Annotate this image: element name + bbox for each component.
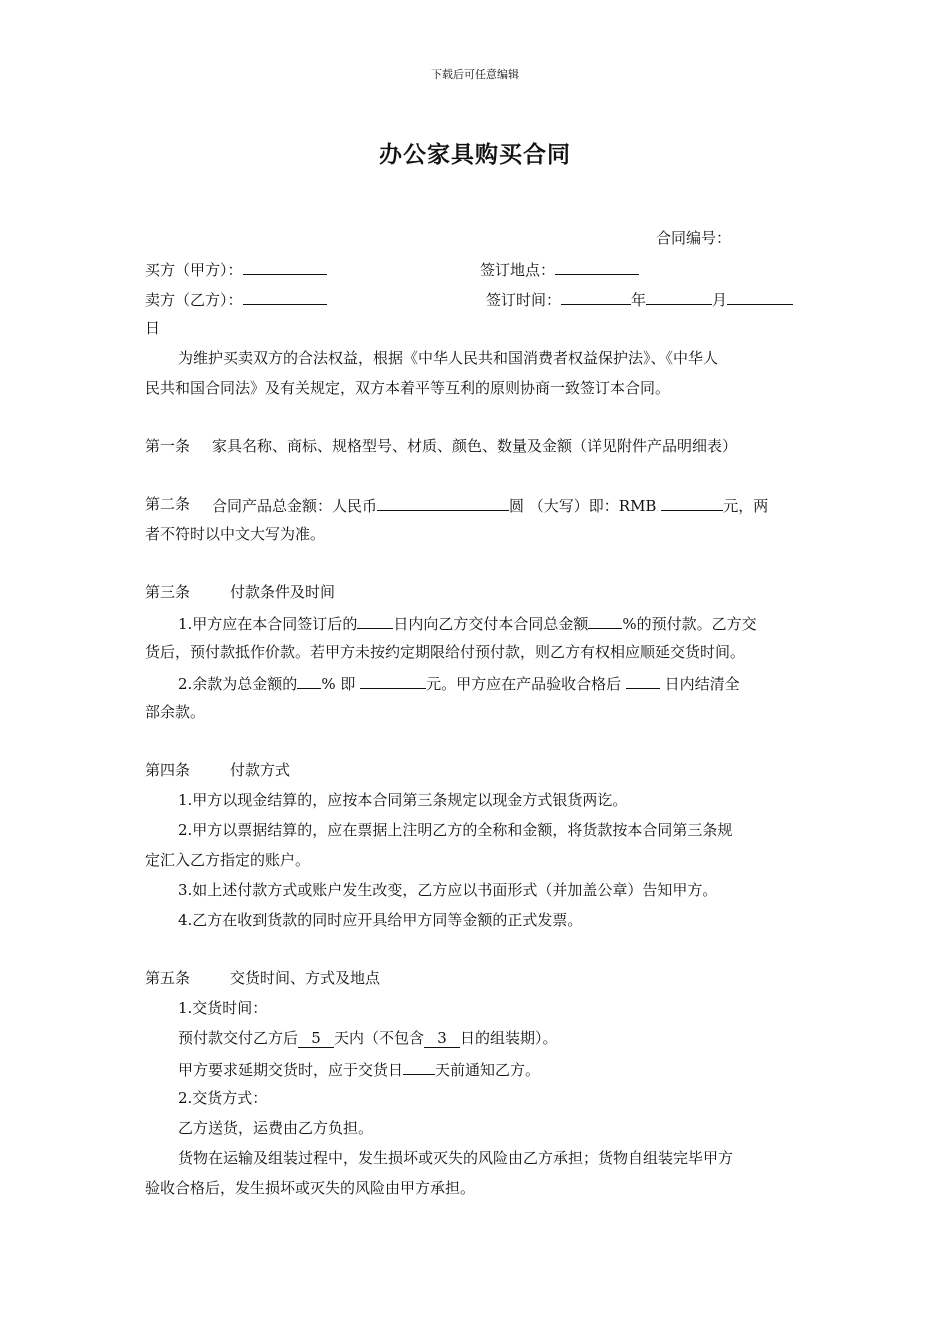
- buyer-line: [145, 258, 327, 280]
- seller-line: [145, 288, 327, 310]
- a5-d2-part-1: 甲方要求延期交货时，应于交货日: [178, 1061, 404, 1079]
- place-line: [480, 258, 639, 280]
- a3-i2-part-4: 日内结清全: [659, 675, 740, 693]
- a3-i1-part-2: 日内向乙方交付本合同总金额: [393, 615, 589, 633]
- a3-i2-part-2: % 即: [321, 675, 361, 693]
- a5-d1-part-3: 日的组装期）。: [460, 1029, 558, 1047]
- article-2-part-3: 元，两: [723, 497, 769, 515]
- article-1-label: 第一条: [145, 437, 191, 455]
- article-4-label: 第四条: [145, 761, 191, 779]
- delivery-method-text: 乙方送货，运费由乙方负担。: [178, 1119, 374, 1137]
- a3-i1-part-3: %的预付款。乙方交: [622, 615, 757, 633]
- notice-days-blank: [403, 1058, 435, 1075]
- balance-percent-blank: [297, 672, 321, 689]
- article-4-item-2-line-2: 定汇入乙方指定的账户。: [145, 851, 311, 869]
- article-5-label: 第五条: [145, 969, 191, 987]
- year-blank: [561, 288, 631, 305]
- article-2-part-1: 合同产品总金额：人民币: [212, 497, 378, 515]
- year-text: 年: [631, 291, 647, 309]
- seller-blank: [243, 288, 327, 305]
- article-2-label: 第二条: [145, 495, 191, 513]
- a5-d2-part-2: 天前通知乙方。: [435, 1061, 541, 1079]
- article-4-title: 付款方式: [230, 761, 291, 779]
- article-3-item-2-line-2: 部余款。: [145, 703, 206, 721]
- place-label: 签订地点：: [480, 261, 556, 279]
- a5-d1-part-2: 天内（不包含: [334, 1029, 425, 1047]
- article-1-text: 家具名称、商标、规格型号、材质、颜色、数量及金额（详见附件产品明细表）: [212, 437, 738, 455]
- article-3-item-1-line-2: 货后，预付款抵作价款。若甲方未按约定期限给付预付款，则乙方有权相应顺延交货时间。: [145, 643, 746, 661]
- a3-i2-part-3: 元。甲方应在产品验收合格后: [426, 675, 626, 693]
- article-2-part-2: 圆 （大写）即：RMB: [509, 497, 662, 515]
- time-label: 签订时间：: [486, 291, 562, 309]
- delivery-method-heading: 2.交货方式：: [178, 1089, 268, 1107]
- place-blank: [555, 258, 639, 275]
- page-title: 办公家具购买合同: [379, 142, 571, 168]
- header-note: 下载后可任意编辑: [431, 68, 519, 81]
- month-text: 月: [712, 291, 728, 309]
- article-2-line-1: [212, 494, 768, 516]
- a3-i2-part-1: 2.余款为总金额的: [178, 675, 298, 693]
- delivery-days-value: 5: [298, 1029, 334, 1048]
- a3-i1-part-1: 1.甲方应在本合同签订后的: [178, 615, 358, 633]
- month-blank: [646, 288, 712, 305]
- balance-days-blank: [626, 672, 660, 689]
- buyer-label: 买方（甲方）：: [145, 261, 243, 279]
- article-4-item-3: 3.如上述付款方式或账户发生改变，乙方应以书面形式（并加盖公章）告知甲方。: [178, 881, 718, 899]
- day-blank: [727, 288, 793, 305]
- balance-amount-blank: [360, 672, 426, 689]
- time-line: [486, 288, 793, 310]
- intro-line-1: 为维护买卖双方的合法权益，根据《中华人民共和国消费者权益保护法》、《中华人: [178, 349, 719, 367]
- article-2-line-2: 者不符时以中文大写为准。: [145, 525, 326, 543]
- seller-label: 卖方（乙方）：: [145, 291, 243, 309]
- article-4-item-4: 4.乙方在收到货款的同时应开具给甲方同等金额的正式发票。: [178, 911, 583, 929]
- buyer-blank: [243, 258, 327, 275]
- risk-line-1: 货物在运输及组装过程中，发生损坏或灭失的风险由乙方承担；货物自组装完毕甲方: [178, 1149, 734, 1167]
- delivery-time-line-1: [178, 1028, 558, 1048]
- article-3-item-2-line-1: [178, 672, 740, 694]
- contract-number-label: 合同编号：: [656, 229, 732, 247]
- risk-line-2: 验收合格后，发生损坏或灭失的风险由甲方承担。: [145, 1179, 476, 1197]
- article-3-title: 付款条件及时间: [230, 583, 336, 601]
- article-3-label: 第三条: [145, 583, 191, 601]
- delivery-time-line-2: [178, 1058, 540, 1080]
- a5-d1-part-1: 预付款交付乙方后: [178, 1029, 299, 1047]
- days-after-signing-blank: [357, 612, 393, 629]
- article-4-item-1: 1.甲方以现金结算的，应按本合同第三条规定以现金方式银货两讫。: [178, 791, 628, 809]
- assembly-days-value: 3: [424, 1029, 460, 1048]
- article-3-item-1-line-1: [178, 612, 757, 634]
- article-4-item-2-line-1: 2.甲方以票据结算的，应在票据上注明乙方的全称和金额，将货款按本合同第三条规: [178, 821, 733, 839]
- prepayment-percent-blank: [588, 612, 622, 629]
- intro-line-2: 民共和国合同法》及有关规定，双方本着平等互利的原则协商一致签订本合同。: [145, 379, 671, 397]
- amount-number-blank: [377, 494, 509, 511]
- rmb-blank: [661, 494, 723, 511]
- article-5-title: 交货时间、方式及地点: [230, 969, 381, 987]
- delivery-time-heading: 1.交货时间：: [178, 999, 268, 1017]
- day-text: 日: [145, 319, 161, 337]
